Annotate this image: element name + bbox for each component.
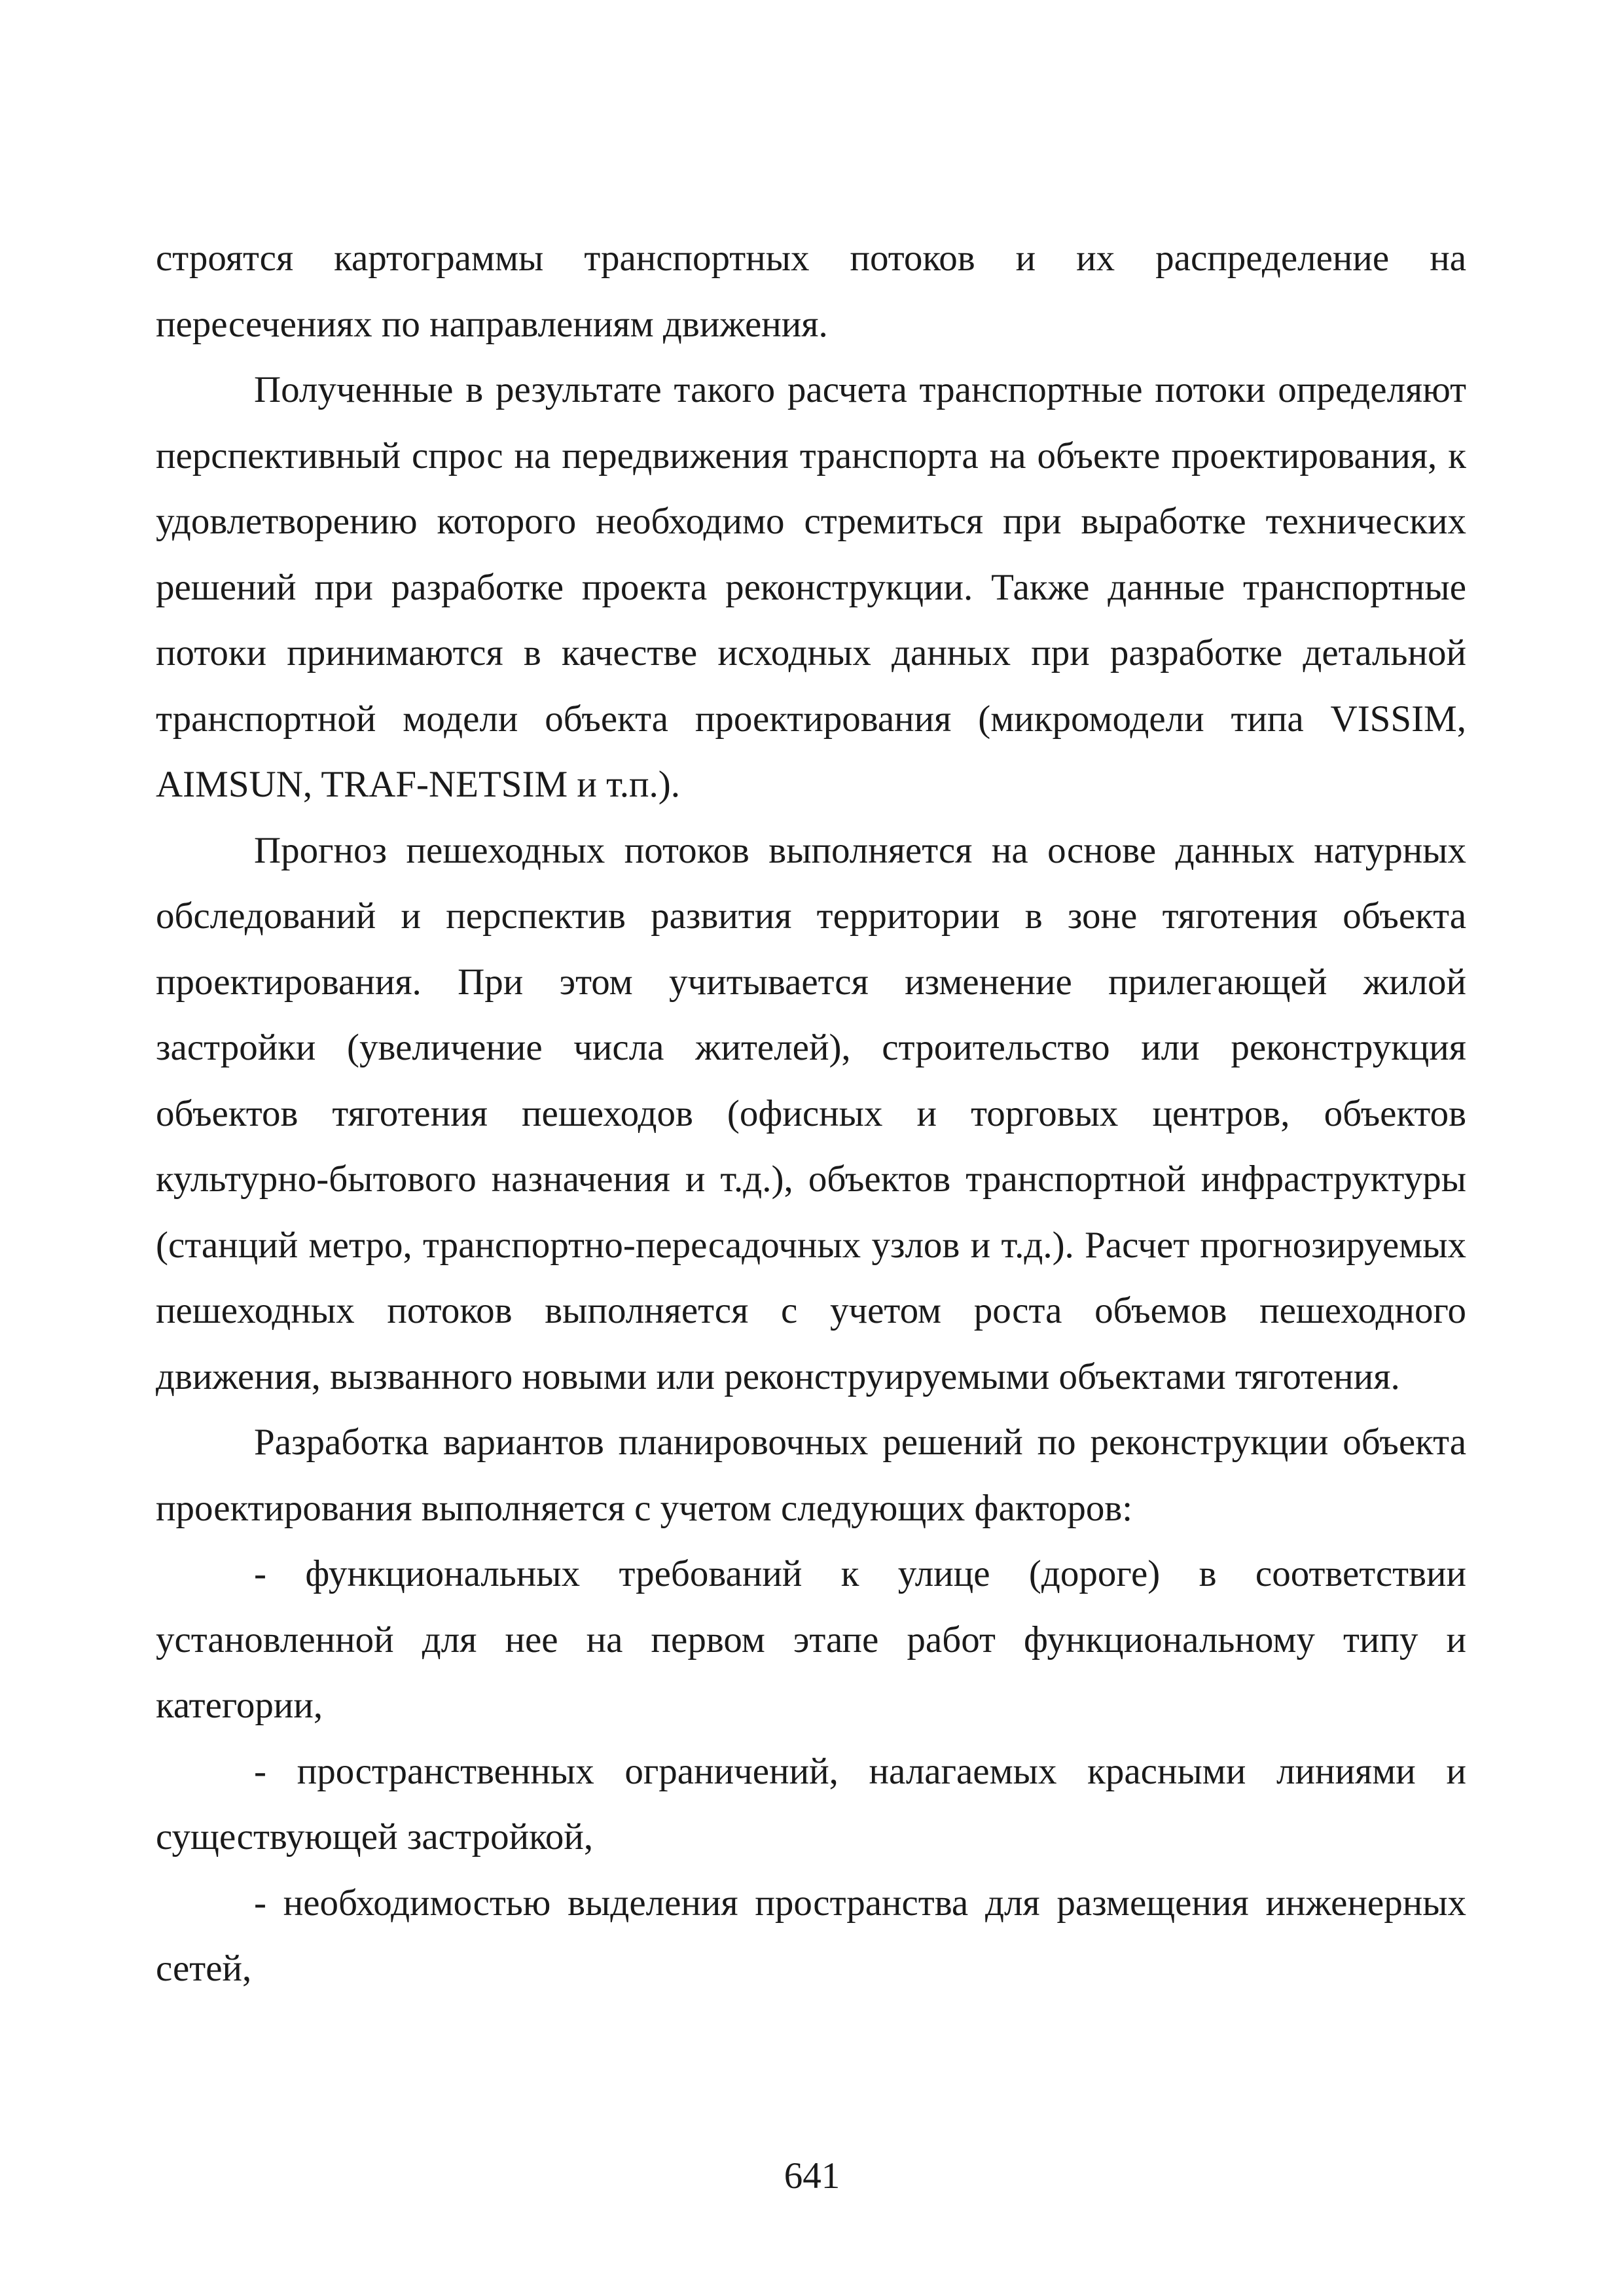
paragraph-planning-variants: Разработка вариантов планировочных решений по реконструкции объекта проектирования выполняется с учетом следующих факторов: bbox=[156, 1422, 1466, 1529]
paragraph-calculated-flows: Полученные в результате такого расчета транспортные потоки определяют перспективный спрос на передвижения транспорта на объекте проектирования, к удовлетворению которого необходимо стремиться при выработке технических решений при разработке проекта реконструкции. Также данные транспортные потоки принимаются в качестве исходных данных при разработке детальной транспортной модели объекта проектирования (микромодели типа VISSIM, AIMSUN, TRAF-NETSIM и т.п.). bbox=[156, 369, 1466, 805]
list-item-engineering-networks: - необходимостью выделения пространства для размещения инженерных сетей, bbox=[156, 1882, 1466, 1989]
list-item-spatial-constraints: - пространственных ограничений, налагаемых красными линиями и существующей застройкой, bbox=[156, 1750, 1466, 1857]
paragraph-continuation: строятся картограммы транспортных потоков и их распределение на пересечениях по направлениям движения. bbox=[156, 238, 1466, 345]
body-text bbox=[156, 226, 1466, 2002]
list-item-functional-requirements: - функциональных требований к улице (дороге) в соответствии установленной для нее на первом этапе работ функциональному типу и категории, bbox=[156, 1553, 1466, 1726]
paragraph-pedestrian-forecast: Прогноз пешеходных потоков выполняется на основе данных натурных обследований и перспектив развития территории в зоне тяготения объекта проектирования. При этом учитывается изменение прилегающей жилой застройки (увеличение числа жителей), строительство или реконструкция объектов тяготения пешеходов (офисных и торговых центров, объектов культурно-бытового назначения и т.д.), объектов транспортной инфраструктуры (станций метро, транспортно-пересадочных узлов и т.д.). Расчет прогнозируемых пешеходных потоков выполняется с учетом роста объемов пешеходного движения, вызванного новыми или реконструируемыми объектами тяготения. bbox=[156, 829, 1466, 1397]
page-number: 641 bbox=[784, 2155, 840, 2197]
